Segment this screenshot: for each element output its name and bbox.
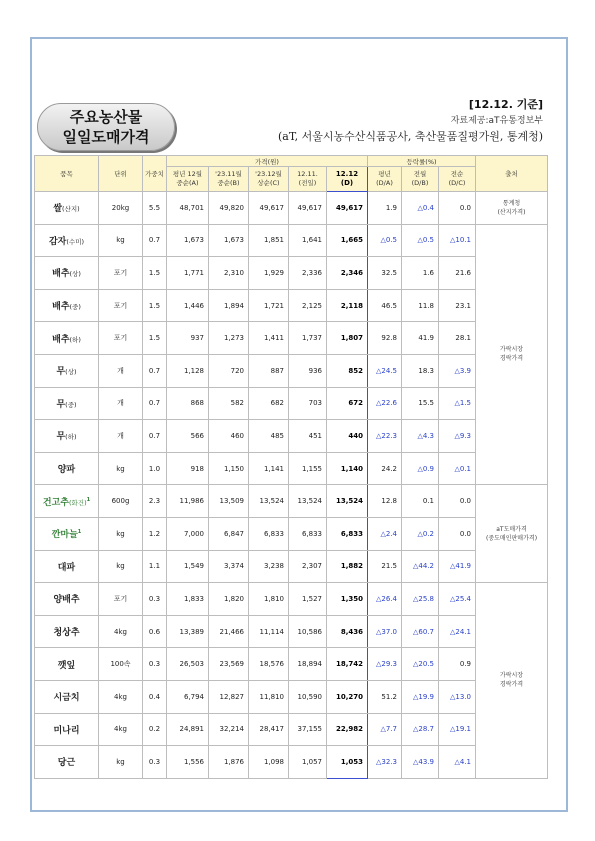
table-row	[35, 257, 548, 290]
price-avg: 868	[167, 387, 209, 420]
price-prev-day: 13,524	[289, 485, 327, 518]
item-weight: 5.5	[143, 192, 167, 225]
rate-vs-avg: △24.5	[368, 354, 402, 387]
price-prev-day: 10,590	[289, 680, 327, 713]
source-line-1: 가락시장	[499, 672, 524, 680]
item-weight: 1.5	[143, 289, 167, 322]
table-row	[35, 322, 548, 355]
item-name-cell	[35, 354, 99, 387]
item-unit: kg	[99, 550, 143, 583]
item-name-cell	[35, 420, 99, 453]
header-price-avg: 평년 12월 중순(A)	[167, 167, 209, 192]
price-early-month: 682	[249, 387, 289, 420]
rate-vs-month: 15.5	[402, 387, 439, 420]
rate-vs-month: △0.9	[402, 452, 439, 485]
rate-vs-month: 11.8	[402, 289, 439, 322]
item-name-cell	[35, 224, 99, 257]
table-row	[35, 680, 548, 713]
price-last-month: 1,673	[209, 224, 249, 257]
price-today: 10,270	[327, 680, 368, 713]
table-row	[35, 583, 548, 616]
price-last-month: 23,569	[209, 648, 249, 681]
price-avg: 11,986	[167, 485, 209, 518]
item-weight: 0.7	[143, 420, 167, 453]
header-rate-month: 전월 (D/B)	[402, 167, 439, 192]
item-unit: 포기	[99, 322, 143, 355]
item-unit: kg	[99, 517, 143, 550]
header-source: 출처	[476, 156, 548, 192]
item-name-cell	[35, 322, 99, 355]
item-name-cell	[35, 289, 99, 322]
source-line-1: 가락시장	[499, 346, 524, 354]
price-avg: 937	[167, 322, 209, 355]
item-name: 감자	[48, 236, 67, 247]
price-prev-day: 1,737	[289, 322, 327, 355]
source-line-2: (중도매인판매가격)	[485, 534, 538, 542]
rate-vs-month: △0.2	[402, 517, 439, 550]
rate-vs-period: △3.9	[439, 354, 476, 387]
table-row	[35, 192, 548, 225]
item-unit: 개	[99, 387, 143, 420]
rate-vs-period: 0.0	[439, 517, 476, 550]
item-name: 대파	[57, 562, 76, 573]
rate-vs-period: 23.1	[439, 289, 476, 322]
price-prev-day: 1,155	[289, 452, 327, 485]
item-name-cell	[35, 648, 99, 681]
item-unit: kg	[99, 452, 143, 485]
rate-vs-month: △0.4	[402, 192, 439, 225]
item-name: 양배추	[53, 595, 80, 606]
rate-vs-avg: △22.6	[368, 387, 402, 420]
rate-vs-period: △25.4	[439, 583, 476, 616]
rate-vs-month: △19.9	[402, 680, 439, 713]
price-avg: 1,833	[167, 583, 209, 616]
rate-vs-month: 0.1	[402, 485, 439, 518]
price-prev-day: 451	[289, 420, 327, 453]
item-name-cell	[35, 192, 99, 225]
price-early-month: 887	[249, 354, 289, 387]
header-rate-group: 등락률(%)	[368, 156, 476, 167]
rate-vs-avg: 24.2	[368, 452, 402, 485]
rate-vs-period: △10.1	[439, 224, 476, 257]
price-avg: 1,771	[167, 257, 209, 290]
rate-vs-month: 18.3	[402, 354, 439, 387]
item-unit: 4kg	[99, 713, 143, 746]
price-last-month: 21,466	[209, 615, 249, 648]
item-name: 당근	[57, 758, 76, 769]
item-unit: 포기	[99, 289, 143, 322]
title-line-1: 주요농산물	[69, 108, 143, 126]
price-early-month: 1,929	[249, 257, 289, 290]
table-row	[35, 354, 548, 387]
price-today: 2,118	[327, 289, 368, 322]
price-avg: 566	[167, 420, 209, 453]
price-early-month: 485	[249, 420, 289, 453]
header-price-early-month: '23.12월 상순(C)	[249, 167, 289, 192]
price-early-month: 11,810	[249, 680, 289, 713]
price-prev-day: 37,155	[289, 713, 327, 746]
table-row	[35, 517, 548, 550]
price-last-month: 1,273	[209, 322, 249, 355]
rate-vs-period: △1.5	[439, 387, 476, 420]
price-today: 2,346	[327, 257, 368, 290]
rate-vs-month: △25.8	[402, 583, 439, 616]
item-weight: 0.4	[143, 680, 167, 713]
item-name: 건고추	[42, 497, 69, 508]
source-line-1: aT도매가격	[496, 525, 527, 533]
price-today: 672	[327, 387, 368, 420]
price-today: 18,742	[327, 648, 368, 681]
rate-vs-period: △19.1	[439, 713, 476, 746]
price-prev-day: 1,527	[289, 583, 327, 616]
item-weight: 0.3	[143, 583, 167, 616]
item-unit: kg	[99, 224, 143, 257]
item-weight: 0.7	[143, 224, 167, 257]
price-early-month: 1,721	[249, 289, 289, 322]
price-early-month: 13,524	[249, 485, 289, 518]
item-grade: (하)	[65, 433, 77, 442]
price-avg: 6,794	[167, 680, 209, 713]
item-weight: 1.0	[143, 452, 167, 485]
item-grade: (하)	[69, 335, 81, 344]
price-today: 22,982	[327, 713, 368, 746]
price-avg: 7,000	[167, 517, 209, 550]
price-today: 1,053	[327, 746, 368, 779]
table-row	[35, 550, 548, 583]
item-name-cell	[35, 583, 99, 616]
source-line-2: 경락가격	[499, 681, 524, 689]
item-name: 양파	[57, 465, 76, 476]
price-avg: 918	[167, 452, 209, 485]
price-early-month: 18,576	[249, 648, 289, 681]
price-last-month: 1,820	[209, 583, 249, 616]
item-weight: 1.2	[143, 517, 167, 550]
item-weight: 1.5	[143, 257, 167, 290]
header-price-prev-day: 12.11. (전일)	[289, 167, 327, 192]
rate-vs-period: 0.9	[439, 648, 476, 681]
price-early-month: 11,114	[249, 615, 289, 648]
rate-vs-avg: △2.4	[368, 517, 402, 550]
item-unit: 600g	[99, 485, 143, 518]
price-last-month: 720	[209, 354, 249, 387]
source-cell	[476, 583, 548, 779]
price-last-month: 460	[209, 420, 249, 453]
item-weight: 0.7	[143, 387, 167, 420]
rate-vs-period: △4.1	[439, 746, 476, 779]
item-weight: 1.5	[143, 322, 167, 355]
header-rate-period: 전순 (D/C)	[439, 167, 476, 192]
rate-vs-month: △20.5	[402, 648, 439, 681]
item-unit: kg	[99, 746, 143, 779]
source-cell	[476, 224, 548, 485]
item-unit: 개	[99, 420, 143, 453]
item-grade: (수미)	[66, 237, 85, 246]
item-grade: (산지)	[62, 205, 80, 214]
source-line-2: (산지가격)	[497, 208, 526, 216]
price-table-body	[35, 192, 548, 779]
item-weight: 0.3	[143, 648, 167, 681]
item-name: 쌀	[53, 204, 63, 215]
header-price-group: 가격(원)	[167, 156, 368, 167]
price-early-month: 49,617	[249, 192, 289, 225]
table-row	[35, 615, 548, 648]
header-price-today: 12.12 (D)	[327, 167, 368, 192]
price-last-month: 13,509	[209, 485, 249, 518]
data-source-label: 자료제공:aT유통정보부	[450, 116, 543, 126]
rate-vs-period: △9.3	[439, 420, 476, 453]
item-footnote-mark: 1	[77, 529, 82, 536]
table-row	[35, 746, 548, 779]
source-line-2: 경락가격	[499, 355, 524, 363]
price-avg: 1,556	[167, 746, 209, 779]
item-name: 깻잎	[57, 660, 76, 671]
price-avg: 26,503	[167, 648, 209, 681]
item-name-cell	[35, 452, 99, 485]
item-unit: 4kg	[99, 615, 143, 648]
price-prev-day: 703	[289, 387, 327, 420]
item-name: 무	[56, 432, 66, 443]
item-unit: 20kg	[99, 192, 143, 225]
price-prev-day: 2,336	[289, 257, 327, 290]
price-last-month: 32,214	[209, 713, 249, 746]
price-avg: 24,891	[167, 713, 209, 746]
item-name-cell	[35, 746, 99, 779]
price-today: 440	[327, 420, 368, 453]
table-row	[35, 713, 548, 746]
item-grade: (상)	[65, 368, 77, 377]
price-last-month: 1,876	[209, 746, 249, 779]
rate-vs-month: △4.3	[402, 420, 439, 453]
price-avg: 1,549	[167, 550, 209, 583]
table-row	[35, 224, 548, 257]
item-weight: 2.3	[143, 485, 167, 518]
item-unit: 포기	[99, 257, 143, 290]
item-grade: (상)	[69, 270, 81, 279]
item-unit: 4kg	[99, 680, 143, 713]
item-name-cell	[35, 485, 99, 518]
header-rate-avg: 평년 (D/A)	[368, 167, 402, 192]
price-today: 49,617	[327, 192, 368, 225]
price-prev-day: 10,586	[289, 615, 327, 648]
rate-vs-avg: 32.5	[368, 257, 402, 290]
price-today: 6,833	[327, 517, 368, 550]
item-footnote-mark: 1	[86, 496, 91, 503]
item-grade: (중)	[69, 303, 81, 312]
rate-vs-period: 0.0	[439, 192, 476, 225]
price-today: 8,436	[327, 615, 368, 648]
item-name-cell	[35, 517, 99, 550]
rate-vs-period: △0.1	[439, 452, 476, 485]
rate-vs-avg: 21.5	[368, 550, 402, 583]
rate-vs-avg: 51.2	[368, 680, 402, 713]
rate-vs-avg: △0.5	[368, 224, 402, 257]
price-early-month: 1,098	[249, 746, 289, 779]
item-weight: 0.2	[143, 713, 167, 746]
rate-vs-period: △41.9	[439, 550, 476, 583]
rate-vs-avg: 12.8	[368, 485, 402, 518]
price-last-month: 1,150	[209, 452, 249, 485]
item-name: 무	[56, 399, 66, 410]
price-prev-day: 1,641	[289, 224, 327, 257]
item-unit: 100속	[99, 648, 143, 681]
item-name: 시금치	[53, 693, 80, 704]
price-today: 852	[327, 354, 368, 387]
rate-vs-month: △43.9	[402, 746, 439, 779]
item-weight: 0.6	[143, 615, 167, 648]
price-prev-day: 936	[289, 354, 327, 387]
rate-vs-period: 0.0	[439, 485, 476, 518]
price-prev-day: 2,125	[289, 289, 327, 322]
item-name-cell	[35, 550, 99, 583]
price-today: 1,807	[327, 322, 368, 355]
price-last-month: 582	[209, 387, 249, 420]
price-avg: 1,446	[167, 289, 209, 322]
price-prev-day: 1,057	[289, 746, 327, 779]
item-weight: 1.1	[143, 550, 167, 583]
item-name: 배추	[52, 334, 70, 345]
rate-vs-month: △28.7	[402, 713, 439, 746]
price-today: 1,882	[327, 550, 368, 583]
rate-vs-avg: △32.3	[368, 746, 402, 779]
rate-vs-month: 41.9	[402, 322, 439, 355]
price-avg: 48,701	[167, 192, 209, 225]
item-name: 배추	[52, 269, 70, 280]
header-unit: 단위	[99, 156, 143, 192]
table-row	[35, 387, 548, 420]
price-avg: 1,128	[167, 354, 209, 387]
item-grade: (중)	[65, 400, 77, 409]
item-weight: 0.3	[143, 746, 167, 779]
table-row	[35, 452, 548, 485]
item-grade: (화건)	[68, 498, 87, 507]
table-row	[35, 648, 548, 681]
price-early-month: 28,417	[249, 713, 289, 746]
price-prev-day: 6,833	[289, 517, 327, 550]
item-unit: 포기	[99, 583, 143, 616]
item-name-cell	[35, 387, 99, 420]
price-today: 1,350	[327, 583, 368, 616]
price-last-month: 49,820	[209, 192, 249, 225]
rate-vs-avg: 1.9	[368, 192, 402, 225]
item-name: 미나리	[53, 725, 80, 736]
rate-vs-avg: △26.4	[368, 583, 402, 616]
rate-vs-period: △24.1	[439, 615, 476, 648]
rate-vs-period: 28.1	[439, 322, 476, 355]
item-name: 청상추	[53, 628, 80, 639]
price-last-month: 3,374	[209, 550, 249, 583]
date-standard: [12.12. 기준]	[468, 98, 543, 111]
rate-vs-avg: 92.8	[368, 322, 402, 355]
table-row	[35, 289, 548, 322]
price-today: 1,140	[327, 452, 368, 485]
item-unit: 개	[99, 354, 143, 387]
item-name-cell	[35, 615, 99, 648]
price-early-month: 1,851	[249, 224, 289, 257]
rate-vs-month: △44.2	[402, 550, 439, 583]
title-line-2: 일일도매가격	[62, 128, 150, 146]
item-name-cell	[35, 680, 99, 713]
rate-vs-avg: 46.5	[368, 289, 402, 322]
price-last-month: 12,827	[209, 680, 249, 713]
table-row	[35, 420, 548, 453]
price-prev-day: 49,617	[289, 192, 327, 225]
price-last-month: 1,894	[209, 289, 249, 322]
item-name: 배추	[52, 302, 70, 313]
price-prev-day: 2,307	[289, 550, 327, 583]
rate-vs-month: △0.5	[402, 224, 439, 257]
price-early-month: 1,141	[249, 452, 289, 485]
rate-vs-month: 1.6	[402, 257, 439, 290]
source-line-1: 통계청	[502, 199, 521, 207]
price-early-month: 6,833	[249, 517, 289, 550]
price-avg: 13,389	[167, 615, 209, 648]
header-weight: 가중치	[143, 156, 167, 192]
source-cell	[476, 485, 548, 583]
rate-vs-avg: △29.3	[368, 648, 402, 681]
price-last-month: 2,310	[209, 257, 249, 290]
item-name-cell	[35, 257, 99, 290]
source-cell	[476, 192, 548, 225]
item-weight: 0.7	[143, 354, 167, 387]
price-avg: 1,673	[167, 224, 209, 257]
rate-vs-period: 21.6	[439, 257, 476, 290]
table-row	[35, 485, 548, 518]
rate-vs-avg: △22.3	[368, 420, 402, 453]
rate-vs-month: △60.7	[402, 615, 439, 648]
price-early-month: 1,411	[249, 322, 289, 355]
item-name: 무	[56, 367, 66, 378]
price-last-month: 6,847	[209, 517, 249, 550]
price-early-month: 1,810	[249, 583, 289, 616]
agencies-list: (aT, 서울시농수산식품공사, 축산물품질평가원, 통계청)	[278, 130, 543, 143]
price-today: 13,524	[327, 485, 368, 518]
item-name-cell	[35, 713, 99, 746]
rate-vs-avg: △7.7	[368, 713, 402, 746]
price-table	[34, 155, 548, 779]
header-price-last-month: '23.11월 중순(B)	[209, 167, 249, 192]
price-prev-day: 18,894	[289, 648, 327, 681]
rate-vs-period: △13.0	[439, 680, 476, 713]
item-name: 깐마늘	[51, 530, 78, 541]
price-early-month: 3,238	[249, 550, 289, 583]
header-item: 품목	[35, 156, 99, 192]
price-today: 1,665	[327, 224, 368, 257]
rate-vs-avg: △37.0	[368, 615, 402, 648]
title-badge	[37, 103, 175, 151]
